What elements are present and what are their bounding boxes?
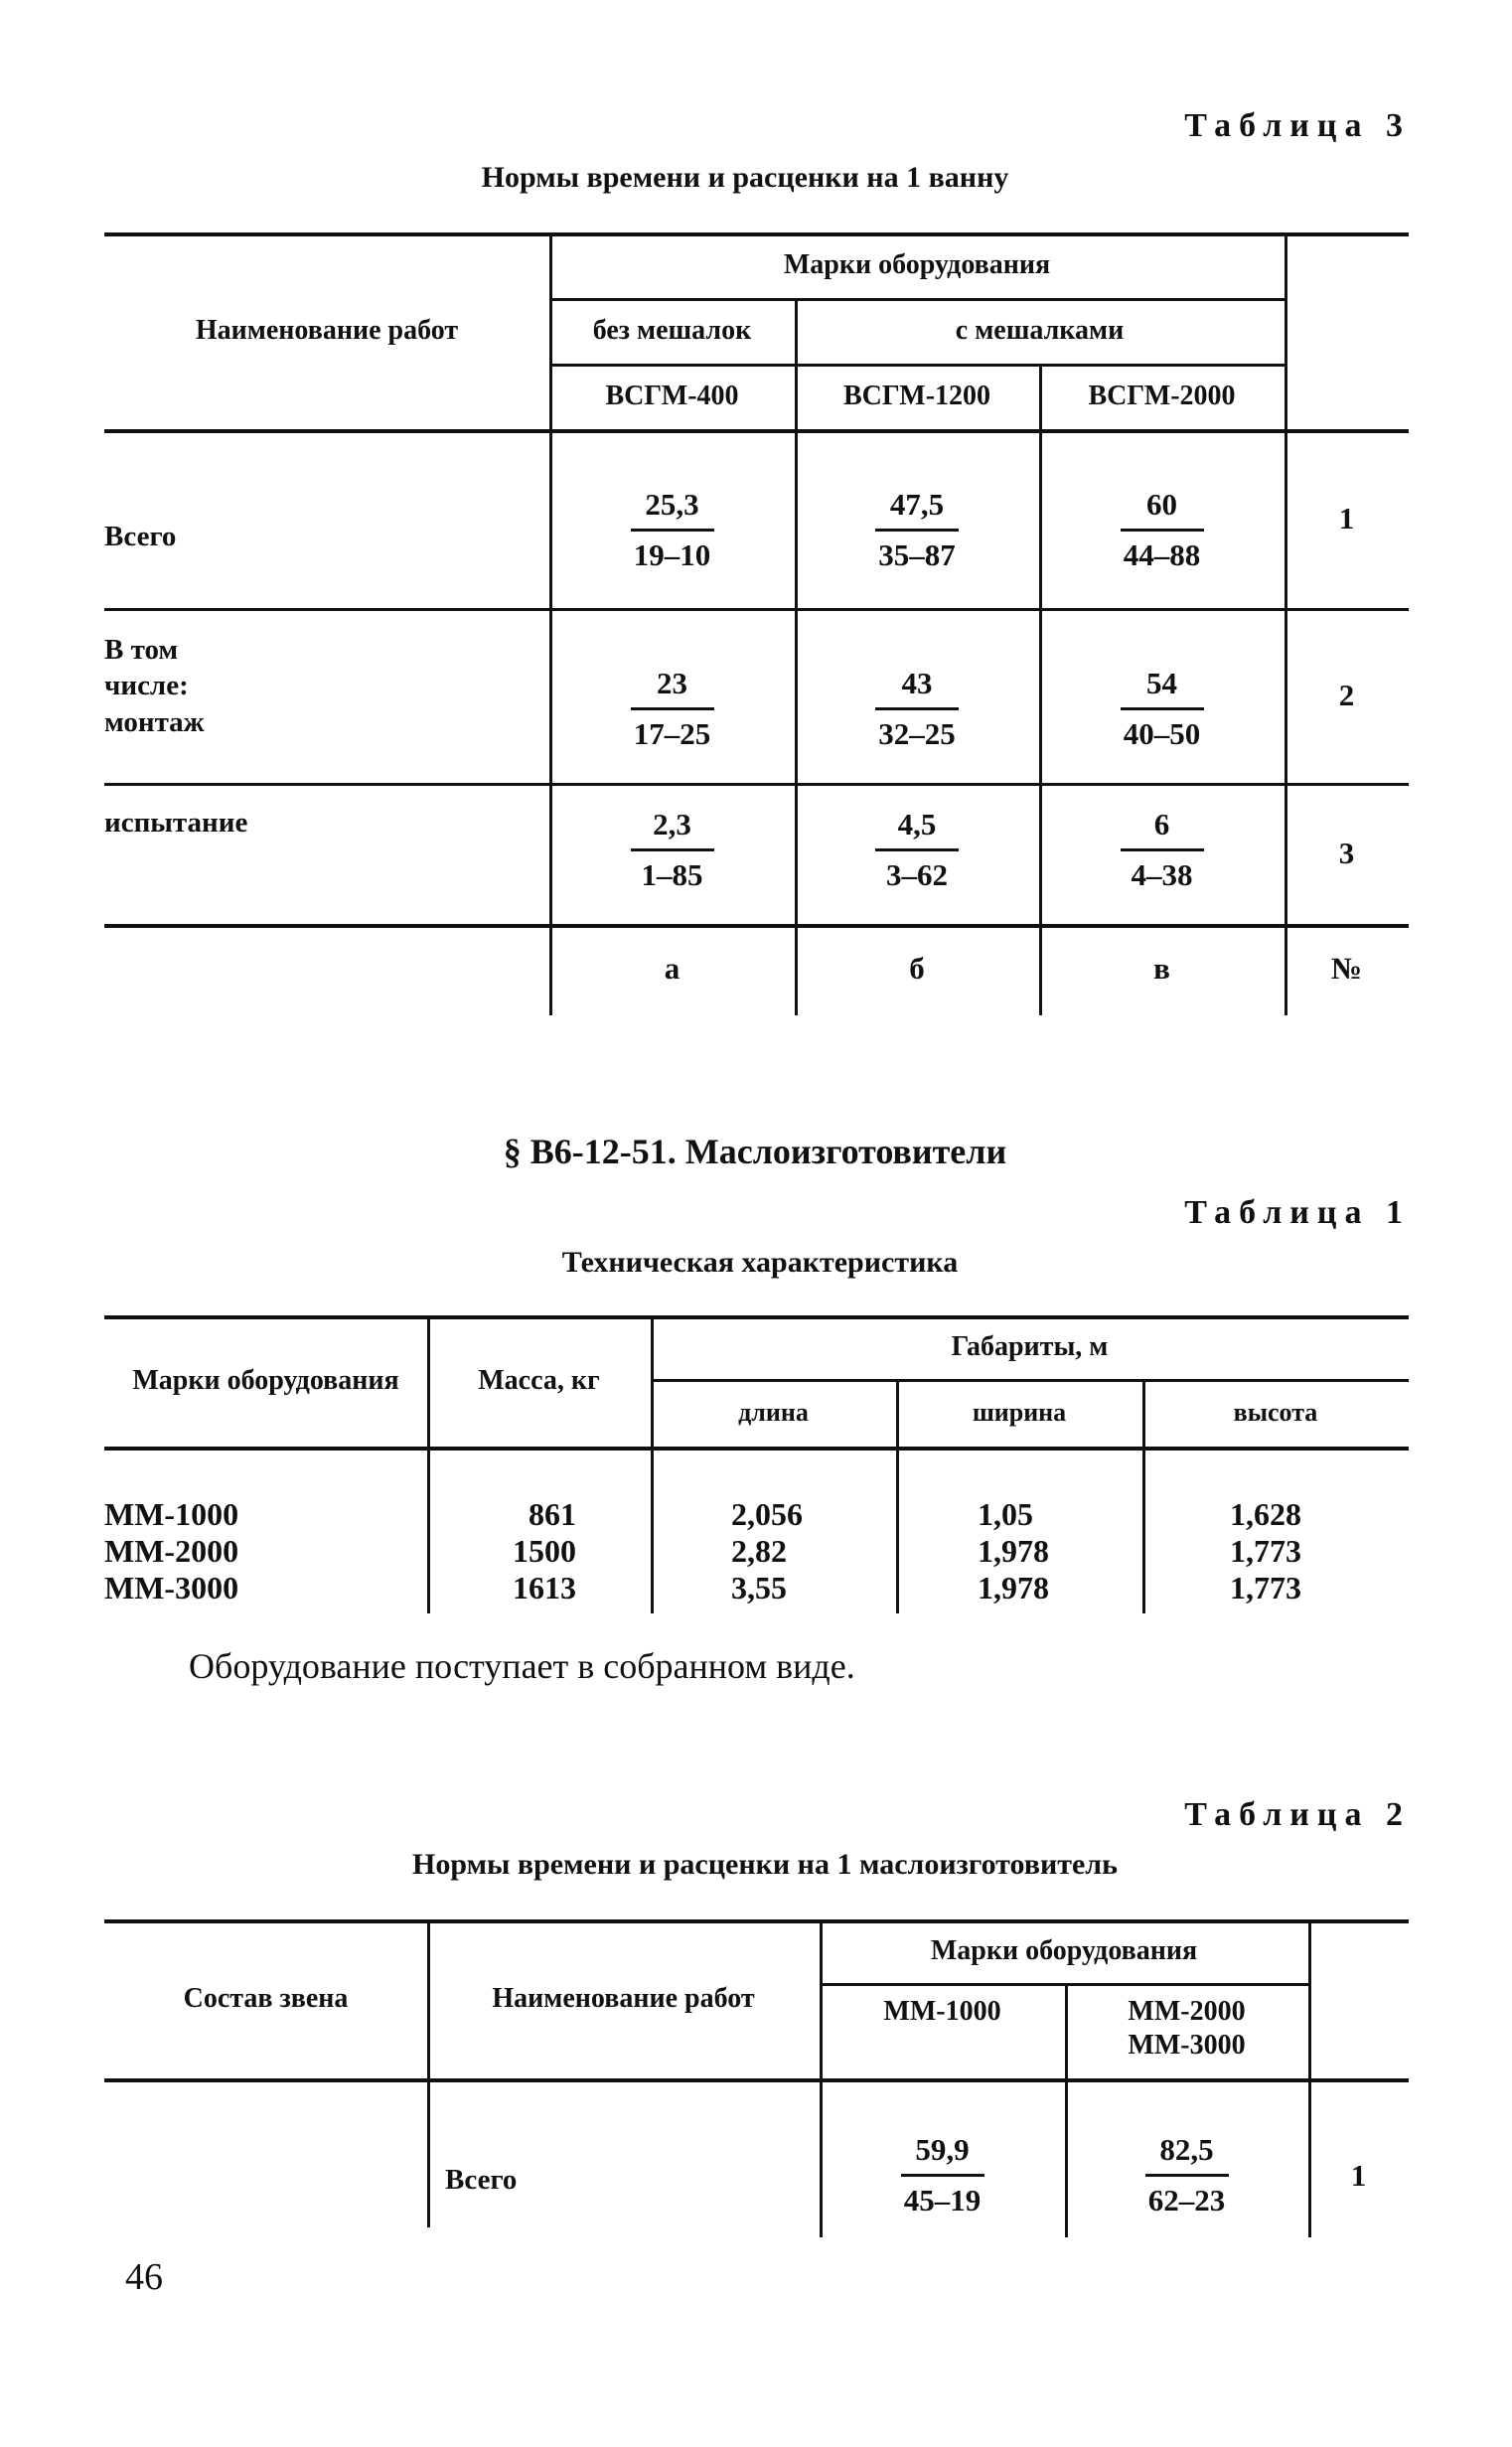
table1-header-dimensions: Габариты, м — [951, 1331, 1109, 1363]
table3-fraction: $\frac{60}{44-88}$ — [1039, 487, 1285, 573]
table2-row-name: Всего — [445, 2164, 518, 2196]
table3-row-number: 2 — [1338, 678, 1355, 713]
table2-header-crew: Состав звена — [183, 1983, 349, 2015]
table3-row-name: Всего — [104, 521, 177, 552]
table1-mass-column: 861 1500 1613 — [513, 1496, 576, 1606]
table2-label: Таблица 2 — [1184, 1796, 1411, 1833]
table3-model: ВСГМ-2000 — [1088, 381, 1236, 412]
table3-row-name: В том числе: монтаж — [104, 634, 205, 738]
table3-row-number: 3 — [1338, 836, 1355, 871]
table3-fraction: $\frac{4,5}{3-62}$ — [795, 807, 1039, 893]
table2-header-work-name: Наименование работ — [492, 1983, 755, 2015]
table1-header-length: длина — [738, 1398, 809, 1428]
table3-fraction: $\frac{43}{32-25}$ — [795, 666, 1039, 752]
table2-header-rule — [104, 2078, 1409, 2082]
table1-label: Таблица 1 — [1184, 1194, 1411, 1231]
table3-fraction: $\frac{2,3}{1-85}$ — [549, 807, 795, 893]
table2-model: ММ-2000 ММ-3000 — [1128, 1996, 1246, 2061]
table1-header-width: ширина — [972, 1398, 1067, 1428]
table1-width-column: 1,05 1,978 1,978 — [978, 1496, 1049, 1606]
table2-fraction: $\frac{59,9}{45-19}$ — [820, 2132, 1065, 2218]
table3-model: ВСГМ-400 — [605, 381, 739, 412]
table1-caption: Техническая характеристика — [561, 1246, 959, 1279]
table3-footer-no: № — [1330, 951, 1363, 987]
table1-header-mass: Масса, кг — [478, 1365, 600, 1397]
table3-header-with-mixers: с мешалками — [955, 315, 1125, 347]
table3-footer-col: б — [909, 951, 925, 987]
table3-header-work-name: Наименование работ — [195, 315, 459, 347]
table3-footer-col: в — [1153, 951, 1170, 987]
table2-model: ММ-1000 — [883, 1996, 1001, 2027]
table3-fraction: $\frac{23}{17-25}$ — [549, 666, 795, 752]
table3-row-number: 1 — [1338, 501, 1355, 536]
table3-fraction: $\frac{25,3}{19-10}$ — [549, 487, 795, 573]
table2-caption: Нормы времени и расценки на 1 маслоизготовитель — [412, 1848, 1118, 1881]
table1-header-brands: Марки оборудования — [132, 1365, 399, 1397]
table3-caption: Нормы времени и расценки на 1 ванну — [481, 161, 1009, 194]
table3-footer-col: а — [664, 951, 680, 987]
table1-height-column: 1,628 1,773 1,773 — [1230, 1496, 1301, 1606]
table3-fraction: $\frac{6}{4-38}$ — [1039, 807, 1285, 893]
section-title: § В6-12-51. Маслоизготовители — [503, 1132, 1007, 1171]
table2-row-number: 1 — [1350, 2158, 1367, 2194]
table3-fraction: $\frac{47,5}{35-87}$ — [795, 487, 1039, 573]
table1-header-height: высота — [1233, 1398, 1318, 1428]
table2-header-brands: Марки оборудования — [930, 1935, 1198, 1967]
table3-header-without-mixers: без мешалок — [592, 315, 752, 347]
table3-header-rule — [104, 429, 1409, 433]
table3-label: Таблица 3 — [1184, 107, 1411, 144]
table1-length-column: 2,056 2,82 3,55 — [731, 1496, 803, 1606]
table1-header-rule — [104, 1447, 1409, 1451]
table3-model: ВСГМ-1200 — [842, 381, 991, 412]
table2-fraction: $\frac{82,5}{62-23}$ — [1065, 2132, 1308, 2218]
table3-header-brands: Марки оборудования — [783, 249, 1051, 281]
table3-row-name: испытание — [104, 807, 248, 839]
table1-brand-column: ММ-1000 ММ-2000 ММ-3000 — [104, 1496, 239, 1606]
page-number: 46 — [125, 2256, 163, 2298]
table3-fraction: $\frac{54}{40-50}$ — [1039, 666, 1285, 752]
note-text: Оборудование поступает в собранном виде. — [189, 1646, 855, 1686]
